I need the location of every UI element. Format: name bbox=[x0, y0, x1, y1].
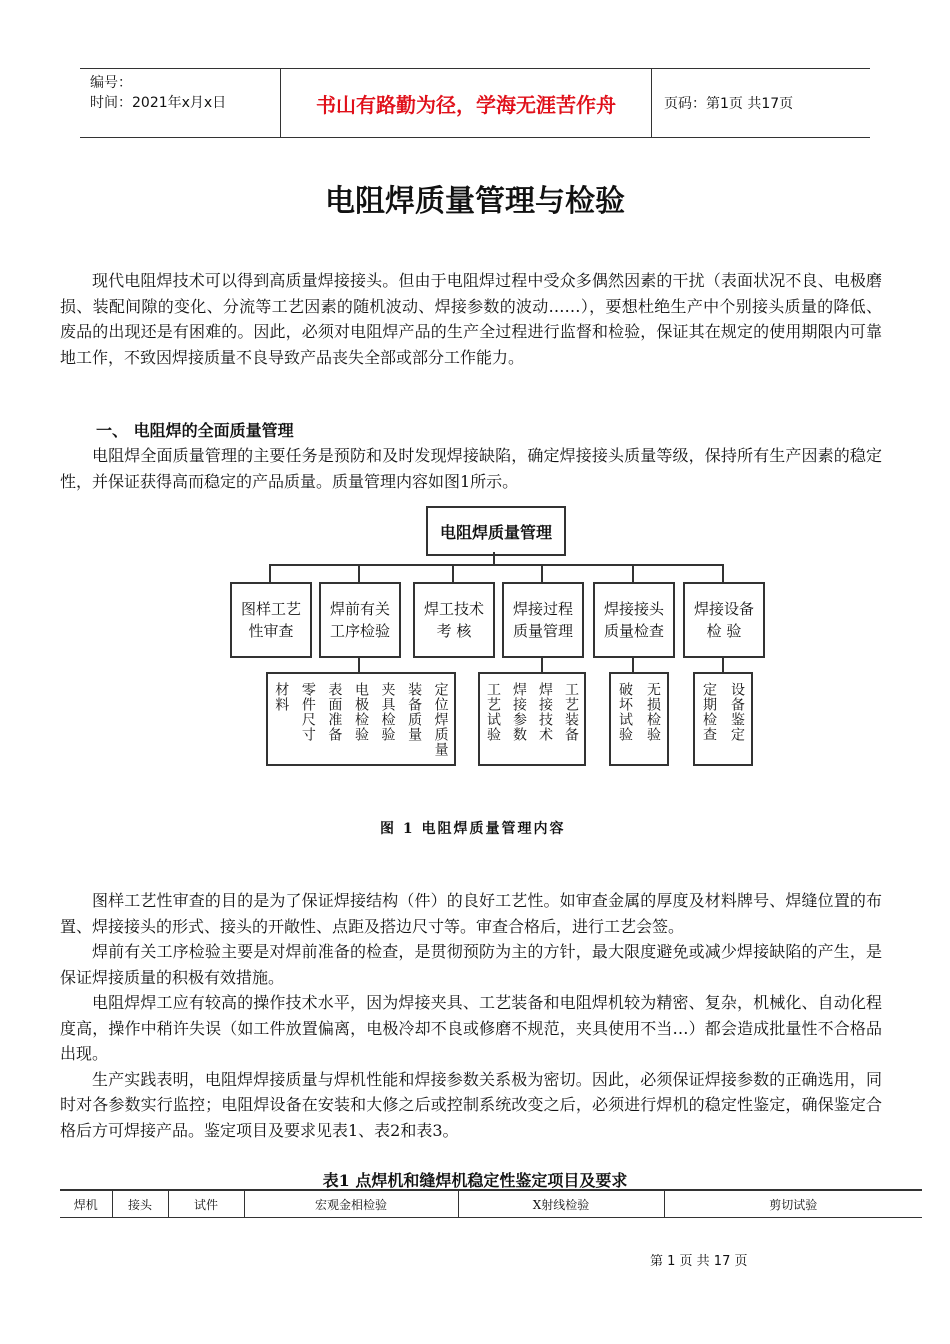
document-title: 电阻焊质量管理与检验 bbox=[325, 184, 625, 219]
connector bbox=[541, 564, 543, 582]
body-paragraph: 电阻焊焊工应有较高的操作技术水平，因为焊接夹具、工艺装备和电阻焊机较为精密、复杂，机械化、自动化程度高，操作中稍许失误（如工件放置偏离，电极冷却不良或修磨不规范，夹具使用不当…）都会造成批量性不合格品出现。 bbox=[60, 993, 882, 1063]
connector bbox=[358, 656, 360, 672]
table-title: 表1 点焊机和缝焊机稳定性鉴定项目及要求 bbox=[322, 1171, 628, 1190]
table-header-row bbox=[60, 1190, 922, 1218]
connector bbox=[452, 564, 454, 582]
diagram-node-equipment-inspection: 焊接设备 检 验 bbox=[683, 582, 765, 658]
diagram-leaf: 零件尺寸 bbox=[299, 682, 316, 742]
table-header-cell: 接头 bbox=[112, 1190, 168, 1218]
body-paragraphs bbox=[60, 888, 882, 1143]
diagram-group-joint bbox=[609, 672, 669, 766]
body-paragraph: 焊前有关工序检验主要是对焊前准备的检查，是贯彻预防为主的方针，最大限度避免或减少焊接缺陷的产生，是保证焊接质量的积极有效措施。 bbox=[60, 942, 882, 987]
table-header-cell: X射线检验 bbox=[458, 1190, 664, 1218]
diagram-leaf: 材料 bbox=[273, 682, 290, 712]
table-header-cell: 剪切试验 bbox=[664, 1190, 922, 1218]
section-heading: 一、 电阻焊的全面质量管理 bbox=[96, 421, 294, 440]
figure-caption: 图 1 电阻焊质量管理内容 bbox=[380, 821, 566, 837]
doc-code-label: 编号： bbox=[90, 75, 132, 91]
diagram-leaf: 工艺装备 bbox=[563, 682, 579, 742]
section-paragraph: 电阻焊全面质量管理的主要任务是预防和及时发现焊接缺陷，确定焊接接头质量等级，保持所有生产因素的稳定性，并保证获得高而稳定的产品质量。质量管理内容如图1所示。 bbox=[60, 446, 882, 491]
page-footer: 第 1 页 共 17 页 bbox=[650, 1254, 748, 1269]
diagram-group-pre-weld bbox=[266, 672, 456, 766]
diagram-leaf: 夹具检验 bbox=[379, 682, 396, 742]
header-motto: 书山有路勤为径，学海无涯苦作舟 bbox=[280, 69, 652, 137]
diagram-root-node: 电阻焊质量管理 bbox=[426, 506, 566, 556]
diagram-node-joint-inspection: 焊接接头 质量检查 bbox=[593, 582, 675, 658]
connector bbox=[493, 552, 495, 564]
diagram-leaf: 焊接技术 bbox=[537, 682, 553, 742]
stability-table bbox=[60, 1189, 922, 1218]
diagram-node-drawing-review: 图样工艺 性审查 bbox=[230, 582, 312, 658]
diagram-node-pre-weld-inspection: 焊前有关 工序检验 bbox=[319, 582, 401, 658]
connector bbox=[269, 564, 723, 566]
diagram-leaf: 定期检查 bbox=[701, 682, 717, 742]
diagram-leaf: 装备质量 bbox=[406, 682, 423, 742]
header-meta bbox=[90, 73, 226, 113]
diagram-leaf: 无损检验 bbox=[645, 682, 661, 742]
connector bbox=[722, 656, 724, 672]
header-page-info: 页码：第1页 共17页 bbox=[664, 96, 794, 112]
diagram-leaf: 表面准备 bbox=[326, 682, 343, 742]
diagram-leaf: 工艺试验 bbox=[485, 682, 501, 742]
body-paragraph: 生产实践表明，电阻焊焊接质量与焊机性能和焊接参数关系极为密切。因此，必须保证焊接参数的正确选用，同时对各参数实行监控；电阻焊设备在安装和大修之后或控制系统改变之后，必须进行焊机的稳定性鉴定，确保鉴定合格后方可焊接产品。鉴定项目及要求见表1、表2和表3。 bbox=[60, 1069, 882, 1140]
connector bbox=[269, 564, 271, 582]
connector bbox=[632, 656, 634, 672]
intro-paragraph: 现代电阻焊技术可以得到高质量焊接接头。但由于电阻焊过程中受众多偶然因素的干扰（表面状况不良、电极磨损、装配间隙的变化、分流等工艺因素的随机波动、焊接参数的波动……），要想杜绝生产中个别接头质量的降低、废品的出现还是有困难的。因此，必须对电阻焊产品的生产全过程进行监督和检验，保证其在规定的使用期限内可靠地工作，不致因焊接质量不良导致产品丧失全部或部分工作能力。 bbox=[60, 271, 882, 367]
diagram-leaf: 焊接参数 bbox=[511, 682, 527, 742]
connector bbox=[541, 656, 543, 672]
connector bbox=[358, 564, 360, 582]
connector bbox=[632, 564, 634, 582]
body-paragraph: 图样工艺性审查的目的是为了保证焊接结构（件）的良好工艺性。如审查金属的厚度及材料牌号、焊缝位置的布置、焊接接头的形式、接头的开敞性、点距及搭边尺寸等。审查合格后，进行工艺会签。 bbox=[60, 891, 882, 936]
doc-time-label: 时间：2021年x月x日 bbox=[90, 95, 227, 111]
diagram-leaf: 设备鉴定 bbox=[729, 682, 745, 742]
page-header bbox=[80, 68, 870, 138]
table-header-cell: 宏观金相检验 bbox=[244, 1190, 458, 1218]
diagram-group-process bbox=[478, 672, 586, 766]
diagram-node-process-management: 焊接过程 质量管理 bbox=[502, 582, 584, 658]
diagram-leaf: 定位焊质量 bbox=[432, 682, 449, 757]
diagram-group-equipment bbox=[693, 672, 753, 766]
diagram-leaf: 电极检验 bbox=[352, 682, 369, 742]
connector bbox=[722, 564, 724, 582]
diagram-leaf: 破坏试验 bbox=[617, 682, 633, 742]
table-header-cell: 焊机 bbox=[60, 1190, 112, 1218]
diagram-node-welder-assessment: 焊工技术 考 核 bbox=[413, 582, 495, 658]
table-header-cell: 试件 bbox=[168, 1190, 244, 1218]
